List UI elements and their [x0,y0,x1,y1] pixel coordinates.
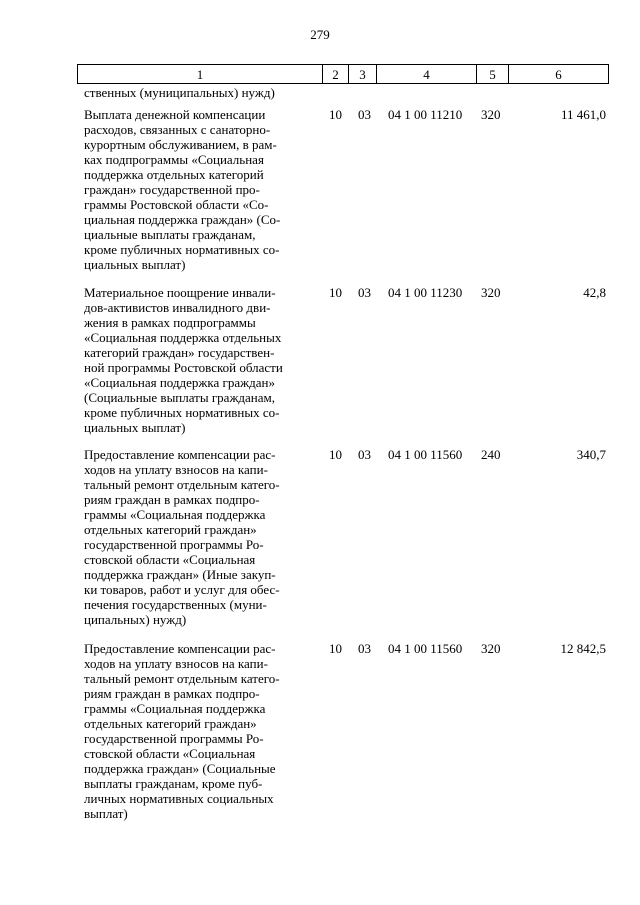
section-code: 10 [329,447,342,462]
section-code: 10 [329,641,342,656]
description-line: Предоставление компенсации рас- [84,447,276,462]
description-line: граждан» государственной про- [84,182,260,197]
expense-type-code: 320 [481,285,501,300]
description-line: граммы «Социальная поддержка [84,507,266,522]
description-line: отдельных категорий граждан» [84,716,257,731]
description-line: выплаты гражданам, кроме пуб- [84,776,263,791]
description-line: ходов на уплату взносов на капи- [84,462,268,477]
section-code: 10 [329,285,342,300]
description-line: выплат) [84,806,128,821]
description-line: циальные выплаты гражданам, [84,227,256,242]
description-line: (Социальные выплаты гражданам, [84,390,276,405]
amount: 340,7 [576,447,606,462]
description-line: циальных выплат) [84,420,186,435]
description-line: тальный ремонт отдельным катего- [84,671,280,686]
description-line: жения в рамках подпрограммы [84,315,256,330]
description-line: «Социальная поддержка отдельных [84,330,282,345]
description-line: государственной программы Ро- [84,537,264,552]
description-line: стовской области «Социальная [84,552,256,567]
description-line: поддержка граждан» (Социальные [84,761,276,776]
description-line: поддержка отдельных категорий [84,167,264,182]
description-line: циальная поддержка граждан» (Со- [84,212,281,227]
amount: 42,8 [583,285,606,300]
target-code: 04 1 00 11210 [388,107,463,122]
description-line: ной программы Ростовской области [84,360,283,375]
section-code: 10 [329,107,342,122]
description-line: Выплата денежной компенсации [84,107,266,122]
amount: 11 461,0 [560,107,606,122]
description-line: печения государственных (муни- [84,597,267,612]
description-line: ципальных) нужд) [84,612,187,627]
description-line: поддержка граждан» (Иные закуп- [84,567,276,582]
header-col-3: 3 [348,65,376,83]
description-line: Материальное поощрение инвали- [84,285,276,300]
subsection-code: 03 [358,447,371,462]
header-col-1: 1 [196,67,204,82]
description-line: риям граждан в рамках подпро- [84,686,260,701]
expense-type-code: 320 [481,641,501,656]
description-line: государственной программы Ро- [84,731,264,746]
description-line: категорий граждан» государствен- [84,345,275,360]
page-number: 279 [310,27,330,42]
subsection-code: 03 [358,107,371,122]
description-line: Предоставление компенсации рас- [84,641,276,656]
header-col-6: 6 [508,65,608,83]
description-line: кроме публичных нормативных со- [84,405,280,420]
description-line: тальный ремонт отдельным катего- [84,477,280,492]
description-line: риям граждан в рамках подпро- [84,492,260,507]
header-col-4: 4 [376,65,476,83]
description-line: циальных выплат) [84,257,186,272]
description-line: личных нормативных социальных [84,791,274,806]
subsection-code: 03 [358,641,371,656]
description-line: ходов на уплату взносов на капи- [84,656,268,671]
row-description [84,107,316,272]
description-line: дов-активистов инвалидного дви- [84,300,271,315]
expense-type-code: 320 [481,107,501,122]
description-line: отдельных категорий граждан» [84,522,257,537]
target-code: 04 1 00 11560 [388,447,463,462]
description-line: расходов, связанных с санаторно- [84,122,271,137]
header-col-2: 2 [322,65,348,83]
description-line: ках подпрограммы «Социальная [84,152,264,167]
description-line: стовской области «Социальная [84,746,256,761]
amount: 12 842,5 [560,641,606,656]
description-line: граммы Ростовской области «Со- [84,197,269,212]
expense-type-code: 240 [481,447,501,462]
row-description [84,641,316,821]
header-col-5: 5 [476,65,508,83]
description-line: граммы «Социальная поддержка [84,701,266,716]
subsection-code: 03 [358,285,371,300]
description-line: «Социальная поддержка граждан» [84,375,275,390]
target-code: 04 1 00 11230 [388,285,463,300]
continuation-text: ственных (муниципальных) нужд) [84,85,275,100]
row-description [84,447,316,627]
row-description [84,285,316,435]
table-header [77,64,609,84]
target-code: 04 1 00 11560 [388,641,463,656]
description-line: кроме публичных нормативных со- [84,242,280,257]
description-line: ки товаров, работ и услуг для обес- [84,582,280,597]
description-line: курортным обслуживанием, в рам- [84,137,277,152]
